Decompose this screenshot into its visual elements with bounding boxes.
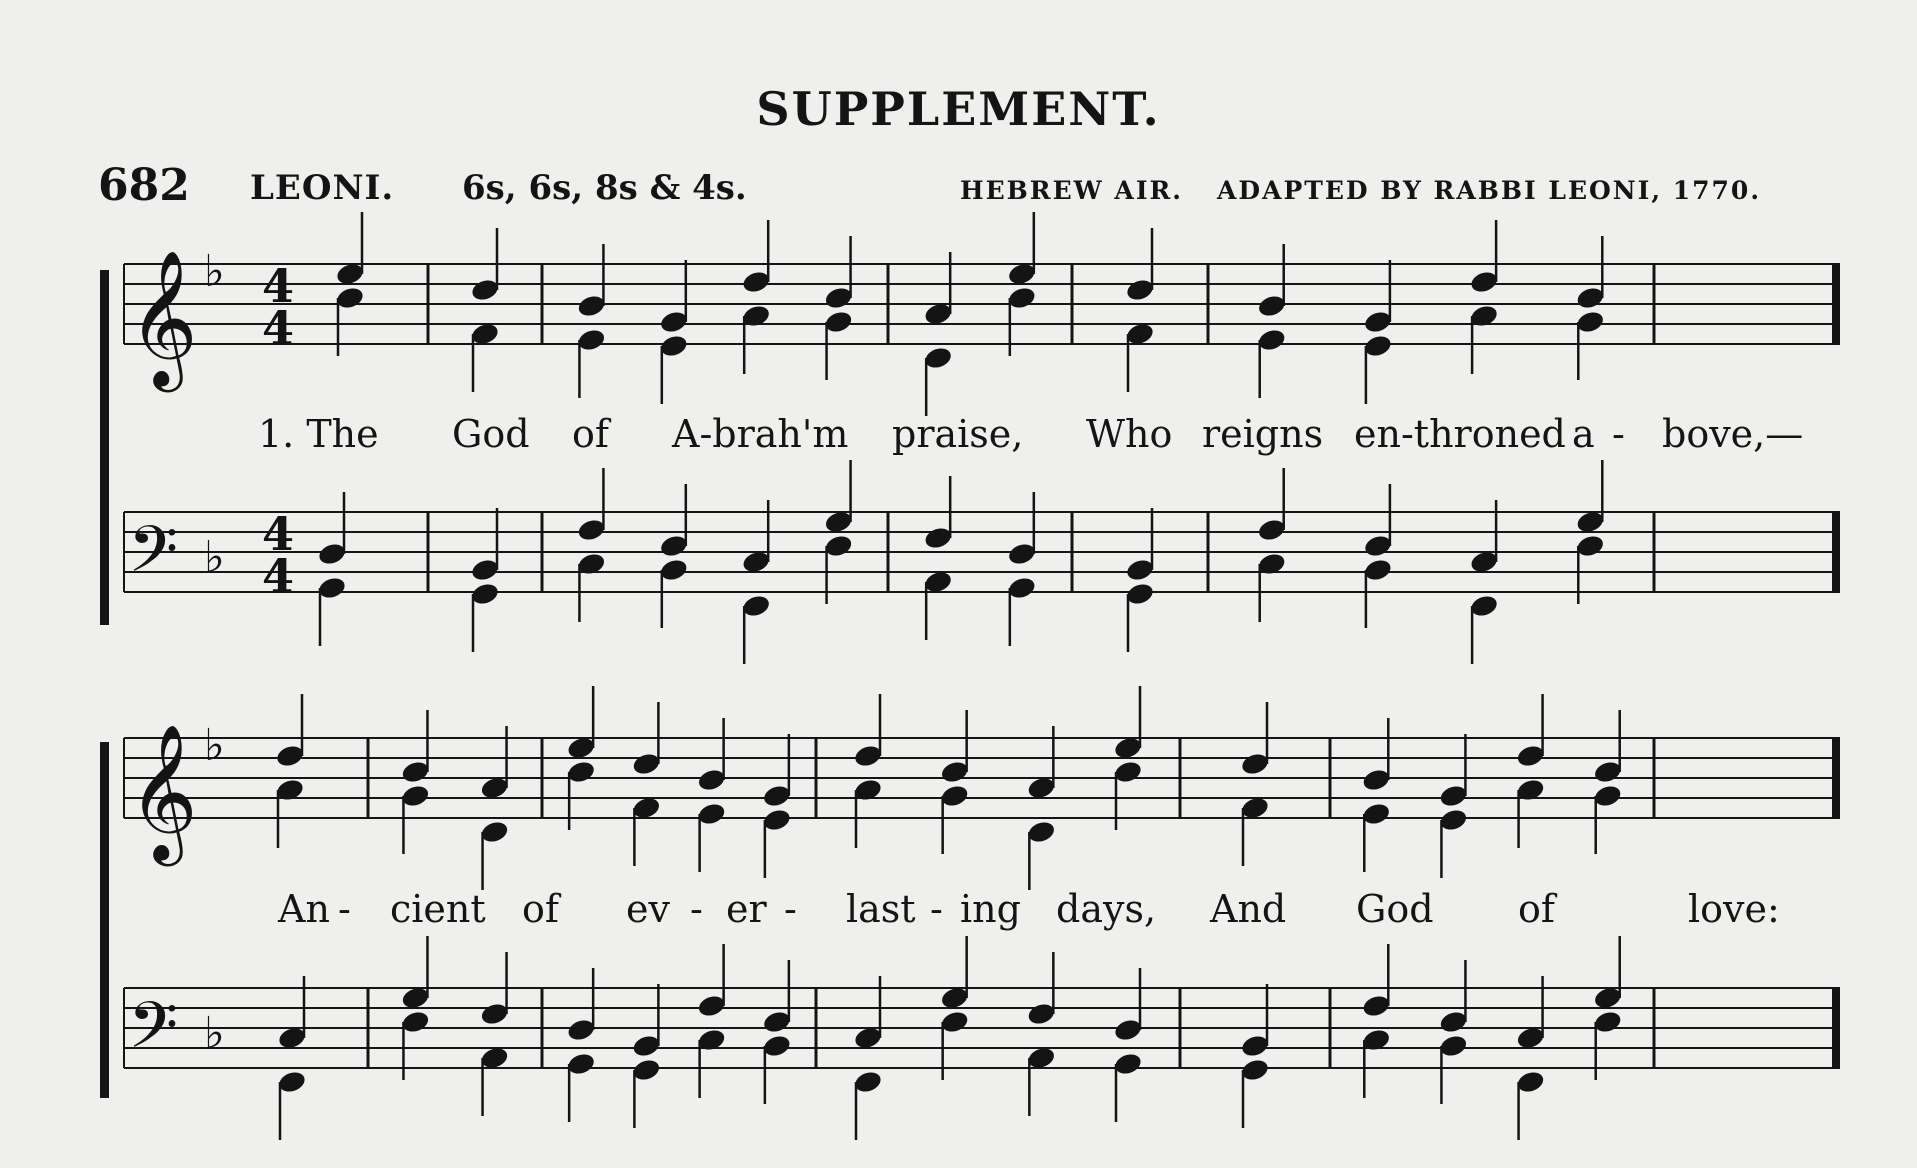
note-head [275,743,306,769]
lyric-syllable: reigns [1202,412,1324,456]
bass-clef-icon: 𝄢 [128,513,179,603]
time-signature-top: 4 [262,507,295,561]
lyric-syllable: of [522,887,559,931]
note-head [1361,767,1392,793]
note-head [659,333,690,359]
hymn-number: 682 [98,160,190,211]
flat-icon: ♭ [204,720,225,771]
note-head [631,1057,662,1083]
final-barline [1832,988,1840,1068]
note-head [1363,557,1394,583]
note-head [1240,751,1271,777]
lyric-syllable: bove,— [1662,412,1804,456]
note-head [1515,743,1546,769]
bass-clef-icon: 𝄢 [128,989,179,1079]
time-signature-bottom: 4 [262,301,295,355]
note-head [576,327,607,353]
note-head [1007,541,1038,567]
note-head [576,293,607,319]
lyric-syllable: - [690,887,703,931]
final-barline [1832,512,1840,592]
note-head [400,759,431,785]
note-head [659,309,690,335]
note-head [1363,533,1394,559]
note-head [1026,1001,1057,1027]
note-head [1113,1017,1144,1043]
note-head [923,525,954,551]
flat-icon: ♭ [204,532,225,583]
note-head [1575,309,1606,335]
note-head [1125,581,1156,607]
note-head [566,1051,597,1077]
note-head [1256,293,1287,319]
lyric-syllable: praise, [892,412,1024,456]
lyric-syllable: love: [1688,887,1780,931]
note-head [853,743,884,769]
note-head [277,1069,308,1095]
page-heading: SUPPLEMENT. [756,82,1161,136]
lyric-syllable: of [572,412,609,456]
note-head [741,303,772,329]
note-head [741,269,772,295]
time-signature-top: 4 [262,259,295,313]
note-head [1575,533,1606,559]
note-head [1363,309,1394,335]
system-bracket [100,270,109,625]
note-head [470,277,501,303]
note-head [566,759,597,785]
system-bracket [100,742,109,1098]
note-head [1469,303,1500,329]
source-label: HEBREW AIR. [960,176,1183,205]
note-head [1592,759,1623,785]
adapter-credit: ADAPTED BY RABBI LEONI, 1770. [1217,176,1762,205]
note-head [741,593,772,619]
lyric-syllable: Who [1086,412,1173,456]
note-head [1438,807,1469,833]
note-head [1438,783,1469,809]
note-head [1592,783,1623,809]
note-head [1256,551,1287,577]
final-barline [1832,738,1840,818]
lyric-syllable: ev [626,887,670,931]
note-head [317,575,348,601]
note-head [762,1009,793,1035]
note-head [659,557,690,583]
note-head [762,807,793,833]
note-head [1125,277,1156,303]
note-head [275,777,306,803]
note-head [853,777,884,803]
lyric-syllable: - [784,887,797,931]
lyric-syllable: of [1518,887,1555,931]
note-head [1256,327,1287,353]
tune-name: LEONI. [250,168,395,208]
note-head [696,1027,727,1053]
note-head [1026,819,1057,845]
note-head [1361,801,1392,827]
note-head [939,759,970,785]
lyric-syllable: - [930,887,943,931]
lyric-syllable: days, [1056,887,1157,931]
note-head [576,517,607,543]
flat-icon: ♭ [204,246,225,297]
lyric-syllable: 1. The [258,412,379,456]
treble-clef-icon: 𝄞 [128,722,198,860]
note-head [1240,1057,1271,1083]
lyric-syllable: An [278,887,330,931]
note-head [1361,993,1392,1019]
note-head [1113,1051,1144,1077]
lyric-syllable: - [1612,412,1625,456]
note-head [1469,593,1500,619]
lyric-syllable: last [846,887,916,931]
note-head [1240,1033,1271,1059]
lyric-syllable: er [726,887,767,931]
note-head [479,819,510,845]
lyric-syllable: God [1356,887,1434,931]
note-head [1438,1009,1469,1035]
note-head [566,1017,597,1043]
note-head [696,767,727,793]
note-head [1438,1033,1469,1059]
treble-clef-icon: 𝄞 [128,248,198,386]
note-head [631,1033,662,1059]
note-head [823,533,854,559]
note-head [479,1001,510,1027]
note-head [1007,285,1038,311]
note-head [1256,517,1287,543]
note-head [1363,333,1394,359]
note-head [939,1009,970,1035]
time-signature-bottom: 4 [262,549,295,603]
flat-icon: ♭ [204,1008,225,1059]
note-head [1575,285,1606,311]
lyric-syllable: a [1572,412,1595,456]
note-head [659,533,690,559]
final-barline [1832,264,1840,344]
note-head [823,309,854,335]
note-head [470,581,501,607]
note-head [1125,557,1156,583]
note-head [400,783,431,809]
note-head [1515,1069,1546,1095]
meter: 6s, 6s, 8s & 4s. [462,168,747,208]
lyric-syllable: - [338,887,351,931]
lyric-syllable: cient [390,887,486,931]
lyric-syllable: ing [960,887,1021,931]
note-head [317,541,348,567]
lyric-syllable: God [452,412,530,456]
lyric-syllable: A-brah'm [672,412,849,456]
note-head [335,285,366,311]
note-head [1592,1009,1623,1035]
note-head [400,1009,431,1035]
lyric-syllable: And [1210,887,1287,931]
note-head [1361,1027,1392,1053]
note-head [853,1069,884,1095]
note-head [470,557,501,583]
note-head [1515,777,1546,803]
note-head [762,1033,793,1059]
lyric-syllable: en-throned [1354,412,1566,456]
note-head [762,783,793,809]
note-head [696,801,727,827]
note-head [923,345,954,371]
note-head [823,285,854,311]
note-head [631,751,662,777]
note-head [696,993,727,1019]
note-head [1469,269,1500,295]
note-head [1113,759,1144,785]
note-head [939,783,970,809]
note-head [1007,575,1038,601]
note-head [576,551,607,577]
